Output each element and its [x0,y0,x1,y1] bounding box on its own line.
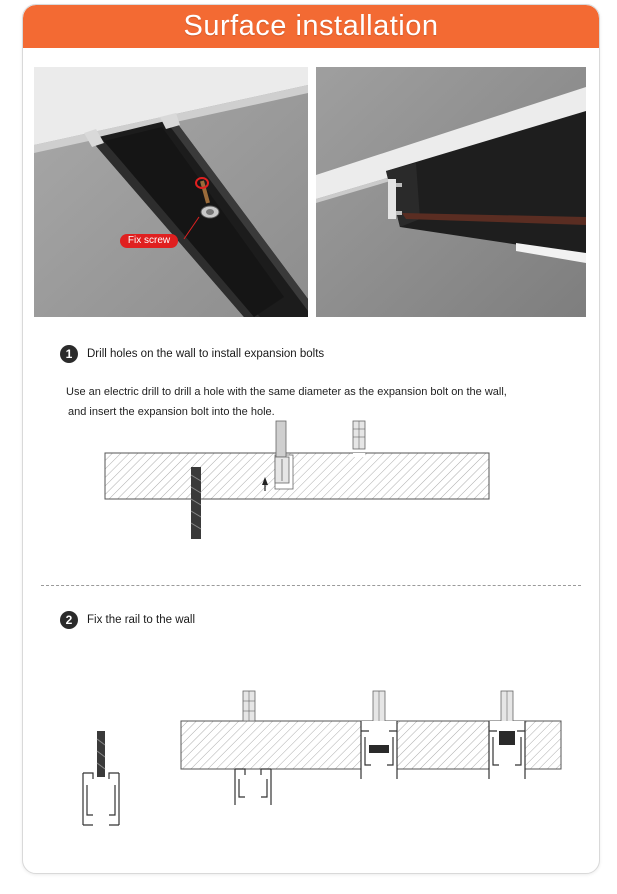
description-line-1: Use an electric drill to drill a hole with the same diameter as the expansion bolt on the wall, [66,386,507,398]
expansion-bolt-icon [243,691,255,721]
fix-screw-label: Fix screw [120,234,178,248]
step-2-heading [60,611,195,629]
page-title: Surface installation [183,10,439,42]
drill-bit-icon [191,467,201,539]
step-2-badge: 2 [60,611,78,629]
step-1-badge: 1 [60,345,78,363]
expansion-bolt-icon [353,421,365,449]
step-1-title: Drill holes on the wall to install expansion bolts [87,348,325,360]
step-2-title: Fix the rail to the wall [87,614,196,626]
description-line-2: and insert the expansion bolt into the hole. [68,406,275,418]
drill-bit-icon [97,731,105,777]
rail-profile-icon [83,773,119,825]
header-banner [23,5,599,48]
photo-surface-rail [316,67,586,317]
rail-profile-icon [489,721,525,779]
section-divider [41,585,581,586]
step-1-heading [60,345,324,363]
rail-profile-icon [361,721,397,779]
step-2-diagram [23,665,599,855]
rail-profile-icon [235,769,271,805]
instruction-card [22,4,600,874]
step-1-diagram [23,415,599,545]
photo-rail-fix-screw [34,67,308,317]
